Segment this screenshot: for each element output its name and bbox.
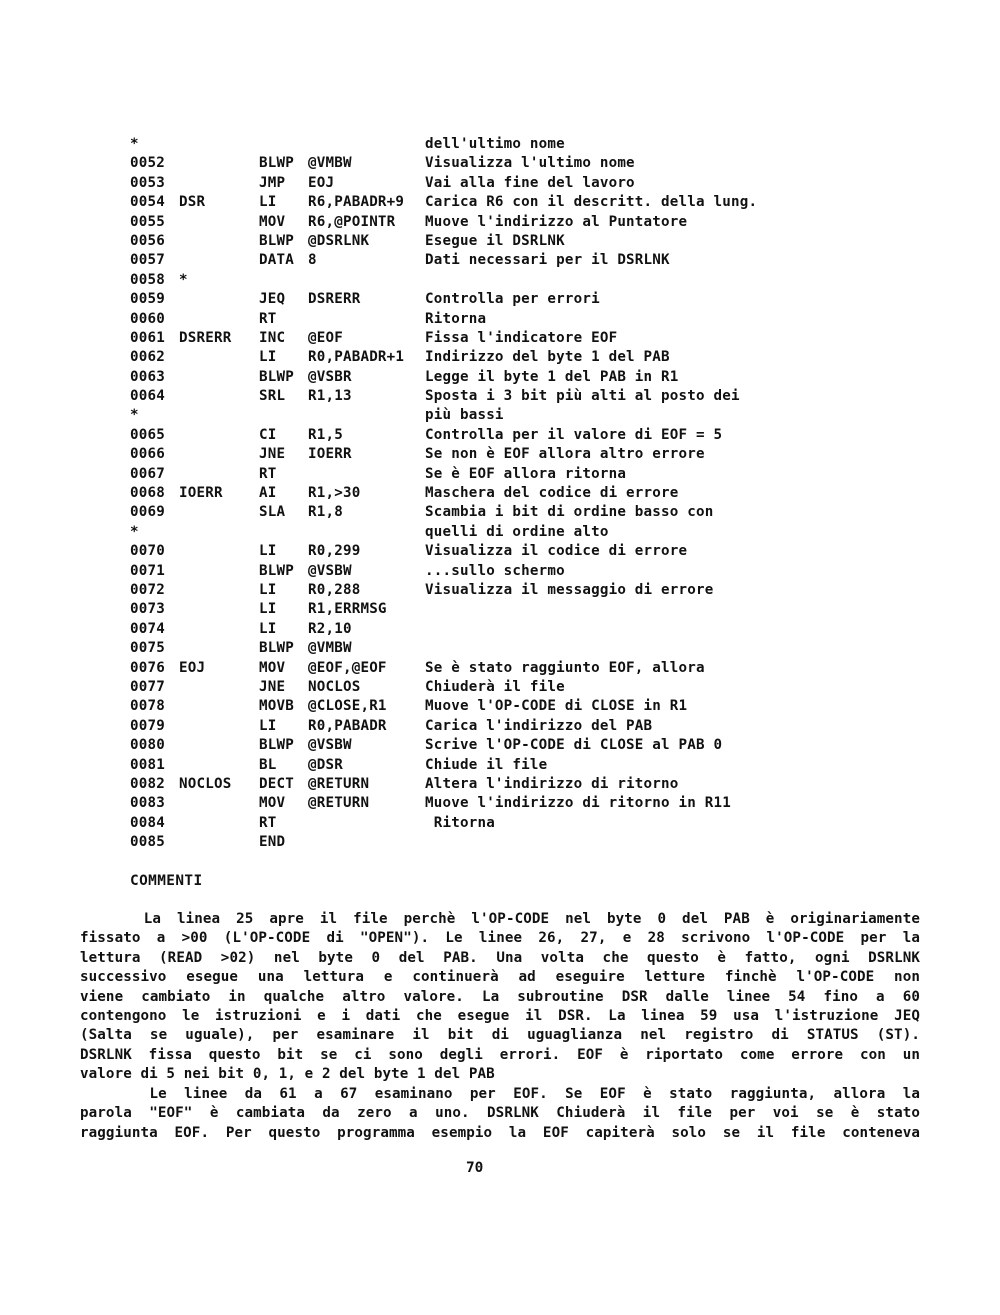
line-number: 0055: [130, 213, 165, 230]
opcode: LI: [259, 581, 277, 598]
line-comment: Ritorna: [425, 310, 487, 327]
line-number: 0058: [130, 271, 165, 288]
operand: @VMBW: [308, 155, 352, 172]
line-comment: Chiude il file: [425, 756, 548, 773]
line-number: 0064: [130, 388, 165, 405]
opcode: BLWP: [259, 640, 294, 657]
operand: R1,>30: [308, 485, 361, 502]
line-number: 0081: [130, 756, 165, 773]
line-number: 0072: [130, 581, 165, 598]
listing-row: [130, 833, 910, 852]
paragraph-line: raggiunta EOF. Per questo programma esempio la EOF capiterà solo se il file conteneva: [80, 1124, 920, 1141]
operand: @DSR: [308, 756, 343, 773]
operand: R1,ERRMSG: [308, 601, 387, 618]
line-comment: più bassi: [425, 407, 504, 424]
line-number: 0059: [130, 291, 165, 308]
opcode: LI: [259, 717, 277, 734]
listing-row: [130, 465, 910, 484]
listing-row: [130, 135, 910, 154]
line-number: 0079: [130, 717, 165, 734]
operand: R0,288: [308, 581, 361, 598]
line-comment: Se non è EOF allora altro errore: [425, 446, 705, 463]
listing-row: [130, 290, 910, 309]
listing-row: [130, 213, 910, 232]
line-number: 0067: [130, 465, 165, 482]
listing-row: [130, 659, 910, 678]
line-comment: Maschera del codice di errore: [425, 485, 679, 502]
operand: R1,5: [308, 426, 343, 443]
line-label: IOERR: [179, 485, 223, 502]
line-number: 0060: [130, 310, 165, 327]
line-number: 0075: [130, 640, 165, 657]
line-comment: Muove l'indirizzo al Puntatore: [425, 213, 688, 230]
listing-row: [130, 329, 910, 348]
operand: @VSBW: [308, 737, 352, 754]
line-comment: ...sullo schermo: [425, 562, 565, 579]
paragraph-line: fissato a >00 (L'OP-CODE di "OPEN"). Le linee 26, 27, e 28 scrivono l'OP-CODE per la: [80, 930, 920, 947]
opcode: BLWP: [259, 562, 294, 579]
line-number: 0053: [130, 174, 165, 191]
line-number: 0054: [130, 194, 165, 211]
opcode: BLWP: [259, 368, 294, 385]
paragraph-line: DSRLNK fissa questo bit se ci sono degli errori. EOF è riportato come errore con un: [80, 1046, 920, 1063]
line-number: 0073: [130, 601, 165, 618]
line-comment: Chiuderà il file: [425, 678, 565, 695]
line-number: 0085: [130, 834, 165, 851]
line-comment: Vai alla fine del lavoro: [425, 174, 635, 191]
line-comment: Visualizza il messaggio di errore: [425, 581, 714, 598]
line-comment: Se è stato raggiunto EOF, allora: [425, 659, 705, 676]
line-comment: Scrive l'OP-CODE di CLOSE al PAB 0: [425, 737, 723, 754]
listing-row: [130, 600, 910, 619]
opcode: RT: [259, 814, 277, 831]
line-number: 0077: [130, 678, 165, 695]
listing-row: [130, 503, 910, 522]
opcode: BLWP: [259, 155, 294, 172]
line-number: 0071: [130, 562, 165, 579]
opcode: CI: [259, 426, 277, 443]
line-number: 0056: [130, 232, 165, 249]
line-comment: Muove l'OP-CODE di CLOSE in R1: [425, 698, 688, 715]
listing-row: [130, 271, 910, 290]
line-label: DSR: [179, 194, 206, 211]
line-number: 0063: [130, 368, 165, 385]
opcode: END: [259, 834, 286, 851]
opcode: JNE: [259, 446, 286, 463]
line-comment: Sposta i 3 bit più alti al posto dei: [425, 388, 740, 405]
line-number: 0080: [130, 737, 165, 754]
line-number: 0061: [130, 329, 165, 346]
opcode: JEQ: [259, 291, 286, 308]
line-comment: Se è EOF allora ritorna: [425, 465, 627, 482]
operand: @VMBW: [308, 640, 352, 657]
opcode: LI: [259, 194, 277, 211]
line-comment: Fissa l'indicatore EOF: [425, 329, 618, 346]
listing-row: [130, 775, 910, 794]
line-number: 0074: [130, 620, 165, 637]
listing-row: [130, 814, 910, 833]
paragraph-line: Le linee da 61 a 67 esaminano per EOF. Se EOF è stato raggiunta, allora la: [80, 1086, 920, 1102]
operand: R1,8: [308, 504, 343, 521]
operand: R0,PABADR: [308, 717, 387, 734]
opcode: AI: [259, 485, 277, 502]
listing-row: [130, 542, 910, 561]
line-number: 0066: [130, 446, 165, 463]
listing-row: [130, 678, 910, 697]
listing-row: [130, 717, 910, 736]
line-comment: Controlla per errori: [425, 291, 600, 308]
line-number: *: [130, 407, 139, 424]
line-number: 0052: [130, 155, 165, 172]
listing-row: [130, 387, 910, 406]
listing-row: [130, 523, 910, 542]
operand: R1,13: [308, 388, 352, 405]
opcode: MOV: [259, 213, 286, 230]
listing-row: [130, 251, 910, 270]
listing-row: [130, 232, 910, 251]
opcode: RT: [259, 310, 277, 327]
opcode: JNE: [259, 678, 286, 695]
paragraph-line: parola "EOF" è cambiata da zero a uno. DSRLNK Chiuderà il file per voi se è stato: [80, 1105, 920, 1122]
listing-row: [130, 310, 910, 329]
operand: @VSBW: [308, 562, 352, 579]
operand: R6,@POINTR: [308, 213, 396, 230]
operand: R0,PABADR+1: [308, 349, 405, 366]
section-heading: COMMENTI: [130, 873, 203, 889]
line-number: 0062: [130, 349, 165, 366]
line-number: *: [130, 523, 139, 540]
listing-row: [130, 348, 910, 367]
line-comment: Ritorna: [425, 814, 495, 831]
listing-row: [130, 154, 910, 173]
line-comment: Visualizza il codice di errore: [425, 543, 688, 560]
operand: EOJ: [308, 174, 335, 191]
paragraph-line: successivo esegue una lettura e continuerà ad eseguire letture finchè l'OP-CODE non: [80, 969, 920, 986]
listing-row: [130, 756, 910, 775]
listing-row: [130, 406, 910, 425]
operand: DSRERR: [308, 291, 361, 308]
listing-row: [130, 581, 910, 600]
line-label: EOJ: [179, 659, 206, 676]
opcode: DATA: [259, 252, 294, 269]
operand: @EOF: [308, 329, 343, 346]
operand: IOERR: [308, 446, 352, 463]
listing-row: [130, 620, 910, 639]
paragraph-2: [80, 1085, 920, 1143]
operand: R2,10: [308, 620, 352, 637]
listing-row: [130, 639, 910, 658]
operand: @EOF,@EOF: [308, 659, 387, 676]
operand: R0,299: [308, 543, 361, 560]
operand: @DSRLNK: [308, 232, 370, 249]
line-comment: Dati necessari per il DSRLNK: [425, 252, 670, 269]
operand: @VSBR: [308, 368, 352, 385]
line-comment: quelli di ordine alto: [425, 523, 609, 540]
listing-row: [130, 562, 910, 581]
paragraph-line: La linea 25 apre il file perchè l'OP-CODE nel byte 0 del PAB è originariamente: [80, 911, 920, 927]
line-label: *: [179, 271, 188, 288]
operand: @RETURN: [308, 775, 370, 792]
opcode: JMP: [259, 174, 286, 191]
listing-row: [130, 736, 910, 755]
line-comment: Muove l'indirizzo di ritorno in R11: [425, 795, 731, 812]
opcode: MOVB: [259, 698, 294, 715]
listing-row: [130, 484, 910, 503]
line-comment: Legge il byte 1 del PAB in R1: [425, 368, 679, 385]
paragraph-line: valore di 5 nei bit 0, 1, e 2 del byte 1 del PAB: [80, 1066, 495, 1083]
line-comment: Scambia i bit di ordine basso con: [425, 504, 714, 521]
line-comment: Altera l'indirizzo di ritorno: [425, 775, 679, 792]
line-number: 0070: [130, 543, 165, 560]
listing-row: [130, 174, 910, 193]
line-label: DSRERR: [179, 329, 232, 346]
paragraph-1: [80, 910, 920, 1085]
line-number: 0057: [130, 252, 165, 269]
paragraph-line: (Salta se uguale), per esaminare il bit di uguaglianza nel registro di STATUS (ST).: [80, 1027, 920, 1044]
line-comment: Indirizzo del byte 1 del PAB: [425, 349, 670, 366]
operand: @RETURN: [308, 795, 370, 812]
line-label: NOCLOS: [179, 775, 232, 792]
line-comment: Visualizza l'ultimo nome: [425, 155, 635, 172]
line-comment: dell'ultimo nome: [425, 136, 565, 152]
paragraph-line: viene cambiato in qualche altro valore. La subroutine DSR dalle linee 54 fino a 60: [80, 988, 920, 1005]
opcode: LI: [259, 543, 277, 560]
opcode: BLWP: [259, 737, 294, 754]
line-comment: Carica R6 con il descritt. della lung.: [425, 194, 758, 211]
opcode: BLWP: [259, 232, 294, 249]
opcode: SRL: [259, 388, 286, 405]
opcode: BL: [259, 756, 277, 773]
opcode: LI: [259, 601, 277, 618]
opcode: MOV: [259, 795, 286, 812]
line-number: *: [130, 136, 139, 152]
opcode: LI: [259, 620, 277, 637]
operand: R6,PABADR+9: [308, 194, 405, 211]
paragraph-line: lettura (READ >02) nel byte 0 del PAB. Una volta che questo è fatto, ogni DSRLNK: [80, 949, 920, 966]
listing-row: [130, 697, 910, 716]
listing-row: [130, 426, 910, 445]
opcode: DECT: [259, 775, 294, 792]
opcode: RT: [259, 465, 277, 482]
listing-row: [130, 368, 910, 387]
operand: NOCLOS: [308, 678, 361, 695]
listing-row: [130, 193, 910, 212]
line-number: 0076: [130, 659, 165, 676]
opcode: LI: [259, 349, 277, 366]
line-number: 0083: [130, 795, 165, 812]
opcode: SLA: [259, 504, 286, 521]
line-comment: Controlla per il valore di EOF = 5: [425, 426, 723, 443]
opcode: MOV: [259, 659, 286, 676]
line-number: 0084: [130, 814, 165, 831]
page-number: 70: [466, 1160, 484, 1176]
code-listing: [130, 135, 910, 852]
line-number: 0069: [130, 504, 165, 521]
line-number: 0082: [130, 775, 165, 792]
listing-row: [130, 794, 910, 813]
line-number: 0068: [130, 485, 165, 502]
line-comment: Carica l'indirizzo del PAB: [425, 717, 653, 734]
listing-row: [130, 445, 910, 464]
line-comment: Esegue il DSRLNK: [425, 232, 565, 249]
paragraph-line: contengono le istruzioni e i dati che esegue il DSR. La linea 59 usa l'istruzione JEQ: [80, 1007, 920, 1024]
opcode: INC: [259, 329, 286, 346]
line-number: 0065: [130, 426, 165, 443]
operand: @CLOSE,R1: [308, 698, 387, 715]
line-number: 0078: [130, 698, 165, 715]
operand: 8: [308, 252, 317, 269]
